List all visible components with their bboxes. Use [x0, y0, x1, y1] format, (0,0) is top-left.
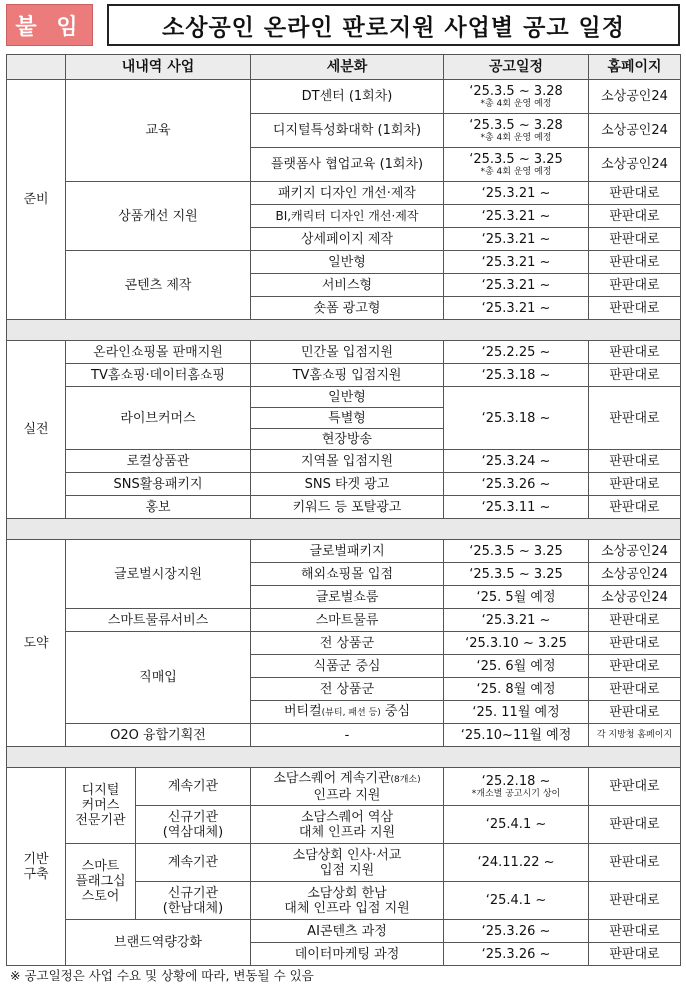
table-row: 신규기관 (한남대체) 소담상회 한남 대체 인프라 입점 지원 ‘25.4.1 ~ 판판대로: [7, 882, 681, 920]
section-separator: [7, 320, 681, 341]
table-row: 직매입 전 상품군 ‘25.3.10 ~ 3.25 판판대로: [7, 632, 681, 655]
group-base: 기반 구축: [7, 768, 66, 966]
table-row: 상세페이지 제작 ‘25.3.21 ~ 판판대로: [7, 228, 681, 251]
section-separator: [7, 747, 681, 768]
group-leap: 도약: [7, 540, 66, 747]
table-row: 로컬상품관 지역몰 입점지원 ‘25.3.24 ~ 판판대로: [7, 450, 681, 473]
col-header-detail: 세분화: [251, 55, 444, 80]
table-row: 라이브커머스 일반형 ‘25.3.18 ~ 판판대로: [7, 387, 681, 408]
table-row: 식품군 중심 ‘25. 6월 예정 판판대로: [7, 655, 681, 678]
header: [0, 0, 686, 56]
table-row: 특별형: [7, 408, 681, 429]
table-row: 데이터마케팅 과정 ‘25.3.26 ~ 판판대로: [7, 943, 681, 966]
col-header-schedule: 공고일정: [444, 55, 589, 80]
table-row: TV홈쇼핑·데이터홈쇼핑 TV홈쇼핑 입점지원 ‘25.3.18 ~ 판판대로: [7, 364, 681, 387]
program-edu: 교육: [66, 80, 251, 182]
table-row: SNS활용패키지 SNS 타겟 광고 ‘25.3.26 ~ 판판대로: [7, 473, 681, 496]
table-row: 브랜드역량강화 AI콘텐츠 과정 ‘25.3.26 ~ 판판대로: [7, 920, 681, 943]
table-row: 홍보 키워드 등 포탈광고 ‘25.3.11 ~ 판판대로: [7, 496, 681, 519]
section-separator: [7, 519, 681, 540]
table-row: BI,캐릭터 디자인 개선·제작 ‘25.3.21 ~ 판판대로: [7, 205, 681, 228]
group-prep: 준비: [7, 80, 66, 320]
table-row: 디지털특성화대학 (1회차) ‘25.3.5 ~ 3.28 *총 4회 운영 예정 소상공인24: [7, 114, 681, 148]
table-row: 숏폼 광고형 ‘25.3.21 ~ 판판대로: [7, 297, 681, 320]
table-row: 전 상품군 ‘25. 8월 예정 판판대로: [7, 678, 681, 701]
table-row: 버티컬(뷰티, 패션 등) 중심 ‘25. 11월 예정 판판대로: [7, 701, 681, 724]
page-title: 소상공인 온라인 판로지원 사업별 공고 일정: [107, 4, 680, 46]
table-row: 콘텐츠 제작 일반형 ‘25.3.21 ~ 판판대로: [7, 251, 681, 274]
table-row: 해외쇼핑몰 입점 ‘25.3.5 ~ 3.25 소상공인24: [7, 563, 681, 586]
table-row: 실전 온라인쇼핑몰 판매지원 민간몰 입점지원 ‘25.2.25 ~ 판판대로: [7, 341, 681, 364]
table-header-row: [7, 55, 681, 80]
attachment-badge: 붙 임: [6, 4, 93, 46]
table-row: O2O 융합기획전 - ‘25.10~11월 예정 각 지방청 홈페이지: [7, 724, 681, 747]
table-row: 스마트 플래그십 스토어 계속기관 소담상회 인사·서교 입점 지원 ‘24.11.22 ~ 판판대로: [7, 844, 681, 882]
table-row: 신규기관 (역삼대체) 소담스퀘어 역삼 대체 인프라 지원 ‘25.4.1 ~ 판판대로: [7, 806, 681, 844]
schedule-table: [6, 54, 681, 966]
table-row: 글로벌쇼룸 ‘25. 5월 예정 소상공인24: [7, 586, 681, 609]
table-row: 스마트물류서비스 스마트물류 ‘25.3.21 ~ 판판대로: [7, 609, 681, 632]
footnote: ※ 공고일정은 사업 수요 및 상황에 따라, 변동될 수 있음: [10, 968, 314, 983]
program-goods: 상품개선 지원: [66, 182, 251, 251]
table-row: 도약 글로벌시장지원 글로벌패키지 ‘25.3.5 ~ 3.25 소상공인24: [7, 540, 681, 563]
col-header-homepage: 홈페이지: [589, 55, 681, 80]
table-row: 플랫폼사 협업교육 (1회차) ‘25.3.5 ~ 3.25 *총 4회 운영 예정 소상공인24: [7, 148, 681, 182]
group-practice: 실전: [7, 341, 66, 519]
table-row: 서비스형 ‘25.3.21 ~ 판판대로: [7, 274, 681, 297]
table-row: 기반 구축 디지털 커머스 전문기관 계속기관 소담스퀘어 계속기관(8개소) 인프라 지원 ‘25.2.18 ~ *개소별 공고시기 상이 판판대로: [7, 768, 681, 806]
col-header-program: 내내역 사업: [66, 55, 251, 80]
program-content: 콘텐츠 제작: [66, 251, 251, 320]
table-row: 준비 교육 DT센터 (1회차) ‘25.3.5 ~ 3.28 *총 4회 운영 예정 소상공인24: [7, 80, 681, 114]
table-row: 현장방송: [7, 429, 681, 450]
table-row: 상품개선 지원 패키지 디자인 개선·제작 ‘25.3.21 ~ 판판대로: [7, 182, 681, 205]
